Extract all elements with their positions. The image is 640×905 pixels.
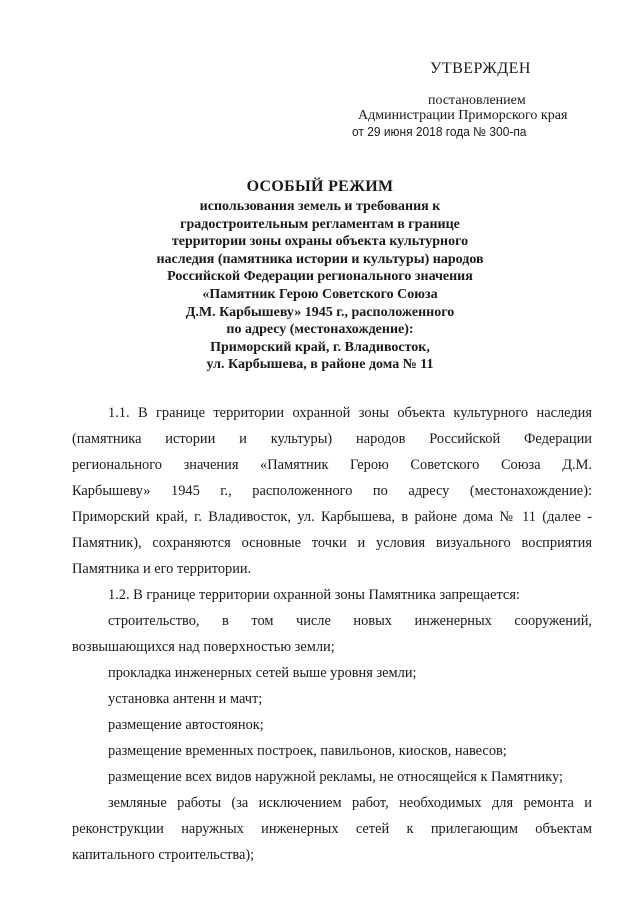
heading-line: градостроительным регламентам в границе bbox=[180, 216, 460, 232]
paragraph-line: реконструкции наружных инженерных сетей к прилегающим объектам bbox=[72, 821, 592, 837]
paragraph-line: строительство, в том числе новых инженерных сооружений, bbox=[108, 613, 592, 629]
paragraph-line: возвышающихся над поверхностью земли; bbox=[72, 639, 335, 655]
heading-title: ОСОБЫЙ РЕЖИМ bbox=[246, 178, 394, 195]
paragraph-line: регионального значения «Памятник Герою Советского Союза Д.М. bbox=[72, 457, 592, 473]
paragraph-line: (памятника истории и культуры) народов Российской Федерации bbox=[72, 431, 592, 447]
paragraph-line: Памятника и его территории. bbox=[72, 561, 252, 577]
heading-line: Российской Федерации регионального значения bbox=[167, 269, 473, 285]
heading-line: Приморский край, г. Владивосток, bbox=[210, 339, 430, 355]
prohibition-item-networks: прокладка инженерных сетей выше уровня земли; bbox=[108, 665, 417, 681]
paragraph-line: капитального строительства); bbox=[72, 847, 255, 863]
heading-line: наследия (памятника истории и культуры) народов bbox=[156, 251, 484, 267]
prohibition-item-advertising: размещение всех видов наружной рекламы, не относящейся к Памятнику; bbox=[108, 769, 564, 785]
paragraph-1-2: 1.2. В границе территории охранной зоны Памятника запрещается: bbox=[108, 587, 520, 603]
paragraph-1-1 bbox=[72, 400, 592, 582]
heading-line: территории зоны охраны объекта культурного bbox=[171, 234, 469, 250]
paragraph-line: земляные работы (за исключением работ, необходимых для ремонта и bbox=[108, 795, 592, 811]
prohibition-item-antennas: установка антенн и мачт; bbox=[108, 691, 263, 707]
approval-date-number: от 29 июня 2018 года № 300-па bbox=[352, 124, 527, 139]
heading-line: «Памятник Герою Советского Союза bbox=[202, 286, 438, 302]
heading-line: Д.М. Карбышеву» 1945 г., расположенного bbox=[185, 304, 455, 320]
paragraph-line: Приморский край, г. Владивосток, ул. Карбышева, в районе дома № 11 (далее - bbox=[72, 509, 592, 525]
prohibition-item-temporary-buildings: размещение временных построек, павильонов, киосков, навесов; bbox=[108, 743, 507, 759]
approval-authority: Администрации Приморского края bbox=[358, 108, 568, 123]
prohibition-item-earthworks bbox=[72, 790, 592, 868]
paragraph-line: Карбышеву» 1945 г., расположенного по адресу (местонахождение): bbox=[72, 483, 592, 499]
document-body bbox=[72, 400, 592, 868]
heading-line: по адресу (местонахождение): bbox=[226, 322, 414, 338]
heading-line: ул. Карбышева, в районе дома № 11 bbox=[206, 357, 434, 373]
paragraph-line: 1.1. В границе территории охранной зоны объекта культурного наследия bbox=[108, 405, 592, 421]
prohibition-item-construction bbox=[72, 608, 592, 660]
heading-line: использования земель и требования к bbox=[199, 199, 441, 214]
document-heading bbox=[60, 176, 580, 374]
approval-by: постановлением bbox=[428, 93, 526, 108]
paragraph-line: Памятник), сохраняются основные точки и условия визуального восприятия bbox=[72, 535, 592, 551]
approval-title: УТВЕРЖДЕН bbox=[430, 60, 531, 77]
prohibition-item-parking: размещение автостоянок; bbox=[108, 717, 264, 733]
